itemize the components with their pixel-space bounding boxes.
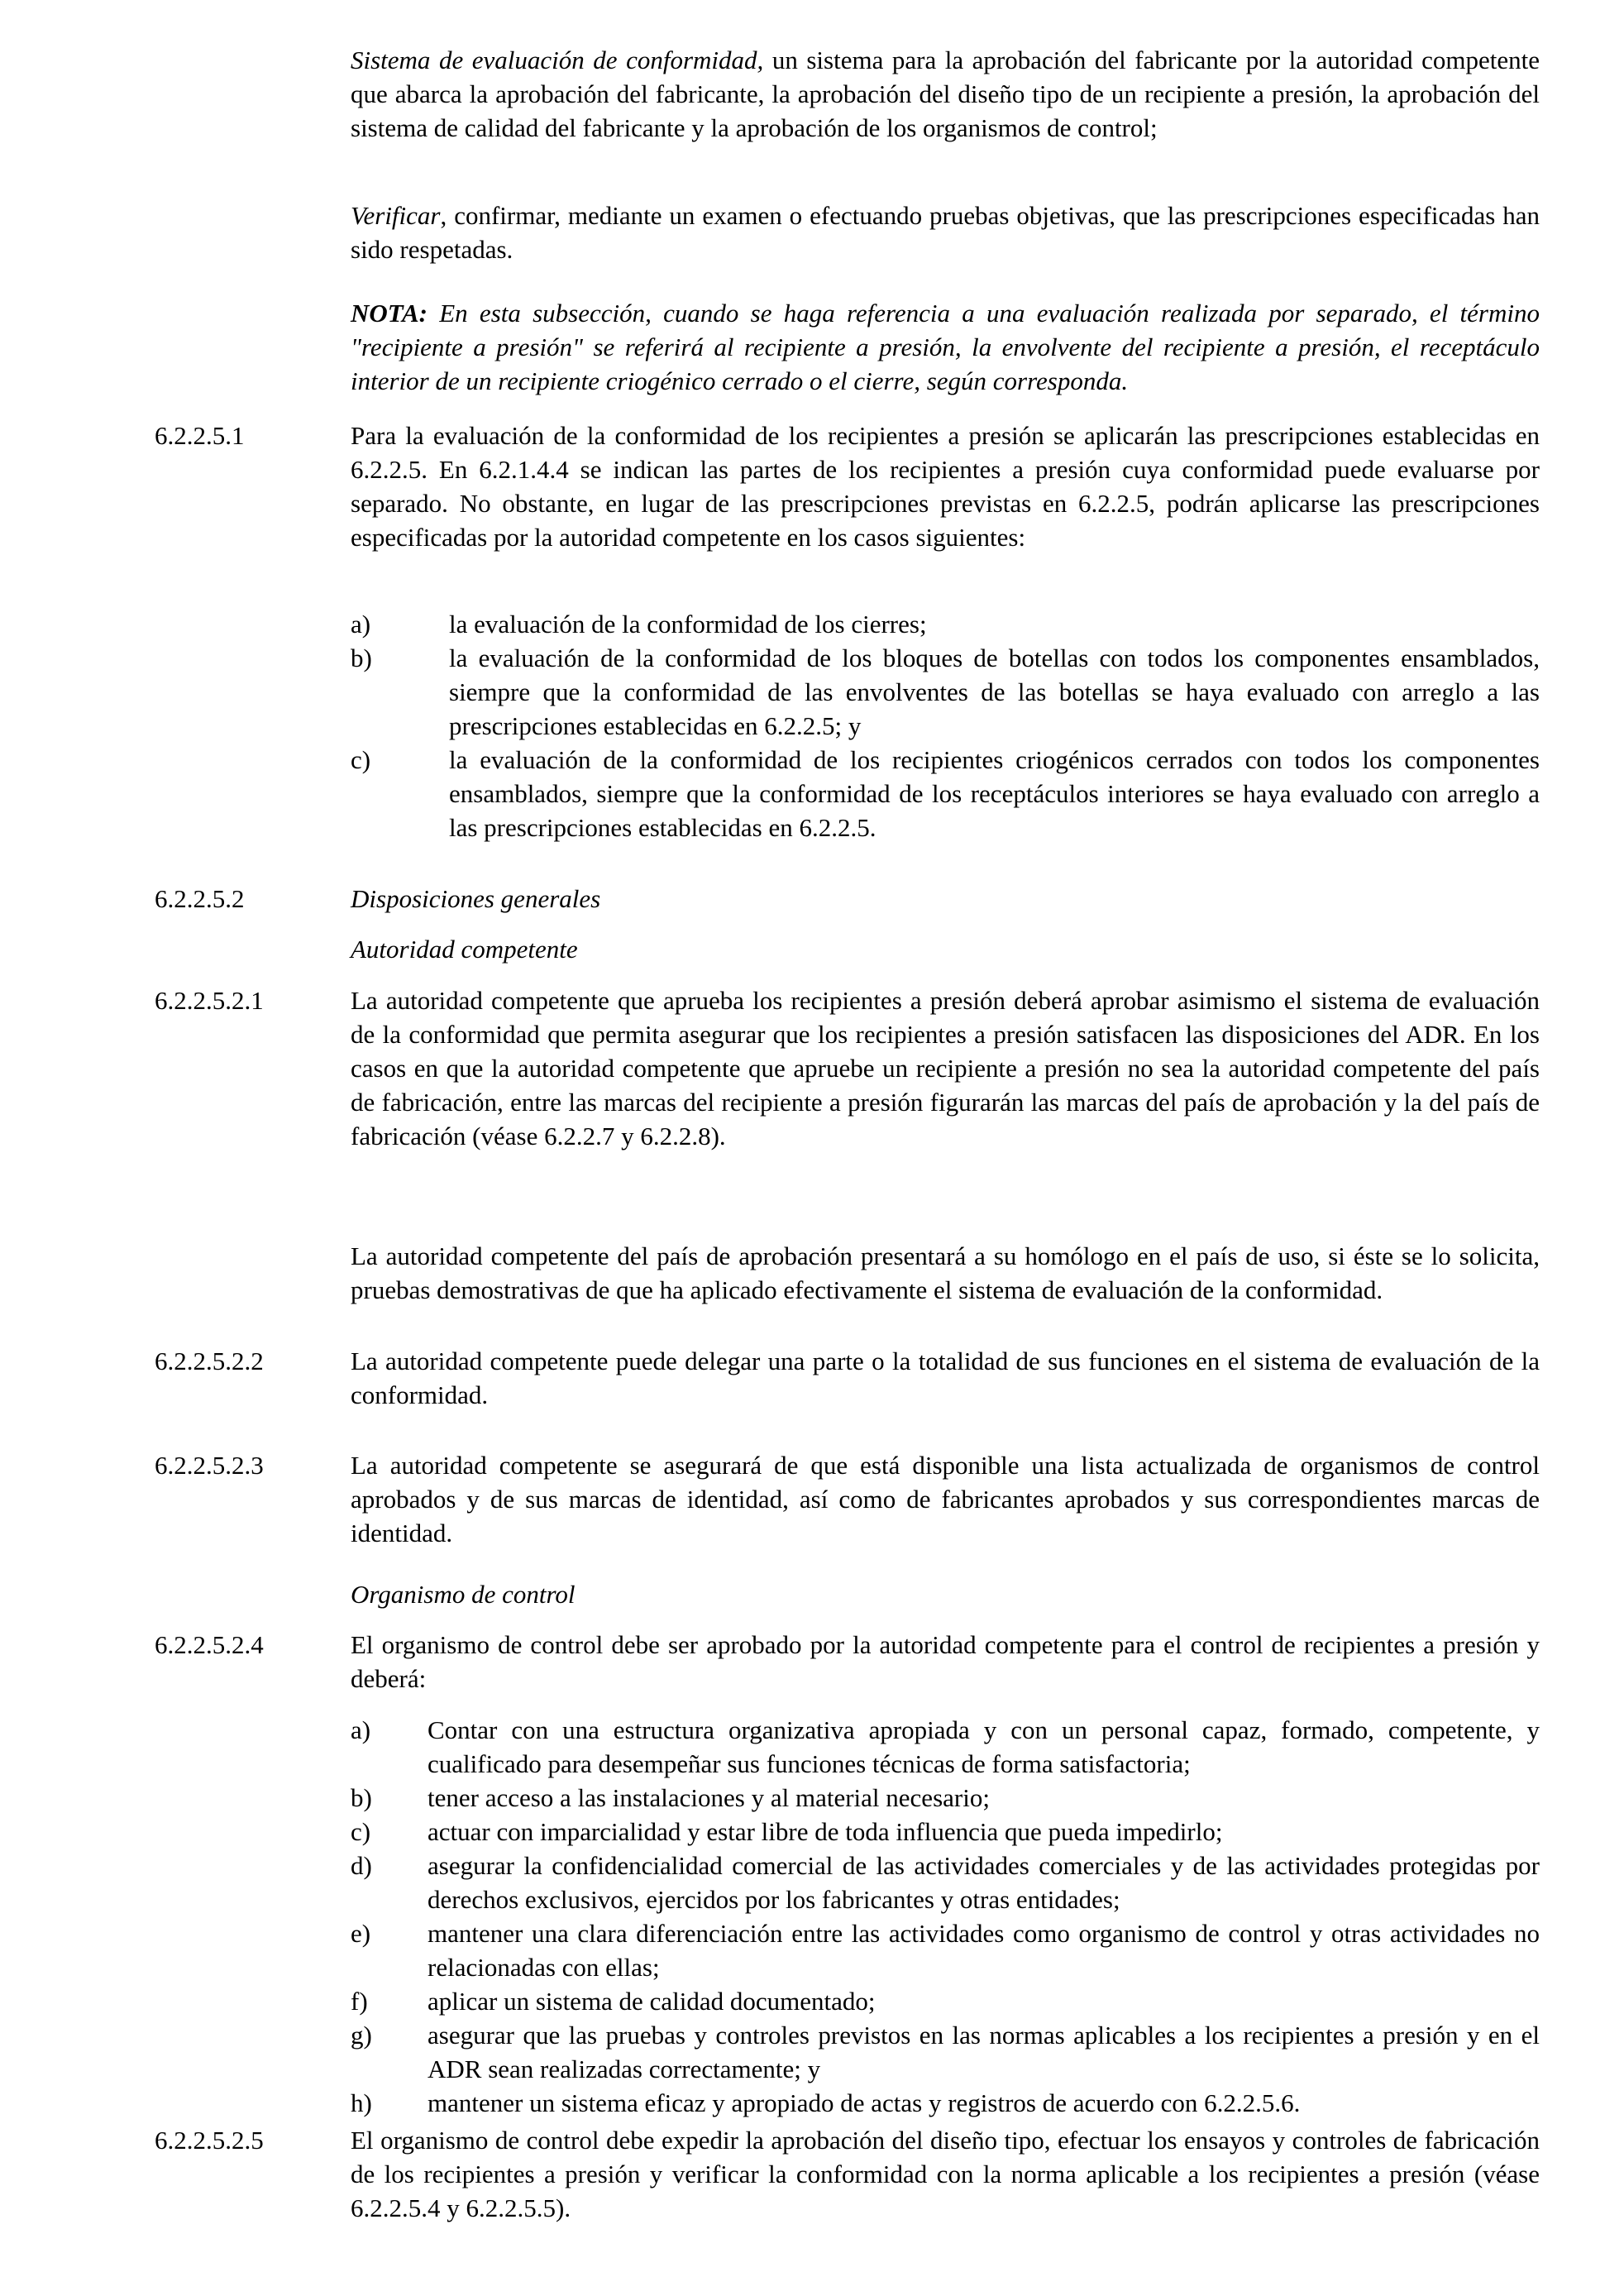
list-item — [351, 1815, 1540, 1849]
definition-sistema — [351, 43, 1540, 145]
list-item — [351, 2086, 1540, 2120]
list-6-2-2-5-2-4 — [351, 1713, 1540, 2120]
subheading-organismo: Organismo de control — [351, 1580, 576, 1609]
list-text: tener acceso a las instalaciones y al material necesario; — [427, 1783, 990, 1812]
section-text: El organismo de control debe ser aprobado por la autoridad competente para el control de recipientes a presión y deberá: — [351, 1630, 1540, 1693]
list-letter: c) — [351, 1817, 371, 1846]
section-text: La autoridad competente que aprueba los recipientes a presión deberá aprobar asimismo el sistema de evaluación de la conformidad que permita asegurar que los recipientes a presión satisfacen las disposiciones del ADR. En los casos en que la autoridad competente que apruebe un recipiente a presión no sea la autoridad competente del país de fabricación, entre las marcas del recipiente a presión figurarán las marcas del país de aprobación y la del país de fabricación (véase 6.2.2.7 y 6.2.2.8). — [351, 986, 1540, 1150]
note-paragraph — [351, 296, 1540, 398]
section-number: 6.2.2.5.2.1 — [155, 986, 264, 1015]
list-text: aplicar un sistema de calidad documentado; — [427, 1987, 876, 2016]
list-6-2-2-5-1 — [351, 607, 1540, 844]
section-number: 6.2.2.5.2.3 — [155, 1451, 264, 1480]
definition-text: , confirmar, mediante un examen o efectuando pruebas objetivas, que las prescripciones especificadas han sido respetadas. — [351, 201, 1540, 264]
list-item — [351, 1916, 1540, 1984]
definition-term: Verificar — [351, 201, 441, 230]
note-text: En esta subsección, cuando se haga referencia a una evaluación realizada por separado, el término "recipiente a presión" se referirá al recipiente a presión, la envolvente del recipiente a presión, el receptáculo interior de un recipiente criogénico cerrado o el cierre, según corresponda. — [351, 299, 1540, 395]
list-letter: b) — [351, 1783, 372, 1812]
list-text: mantener un sistema eficaz y apropiado de actas y registros de acuerdo con 6.2.2.5.6. — [427, 2088, 1301, 2117]
list-letter: a) — [351, 610, 371, 639]
list-item — [351, 1984, 1540, 2018]
section-text: La autoridad competente puede delegar una parte o la totalidad de sus funciones en el sistema de evaluación de la conformidad. — [351, 1347, 1540, 1409]
list-item — [351, 1849, 1540, 1916]
list-letter: h) — [351, 2088, 372, 2117]
list-item — [351, 2018, 1540, 2086]
definition-term: Sistema de evaluación de conformidad, — [351, 45, 764, 74]
section-heading: Disposiciones generales — [351, 884, 601, 913]
subheading-autoridad: Autoridad competente — [351, 935, 578, 964]
list-letter: a) — [351, 1715, 371, 1744]
section-text: La autoridad competente se asegurará de que está disponible una lista actualizada de organismos de control aprobados y de sus marcas de identidad, así como de fabricantes aprobados y sus correspondientes marcas de identidad. — [351, 1451, 1540, 1547]
list-letter: c) — [351, 745, 371, 774]
list-text: la evaluación de la conformidad de los cierres; — [449, 610, 927, 639]
list-letter: b) — [351, 643, 372, 672]
section-text: Para la evaluación de la conformidad de los recipientes a presión se aplicarán las prescripciones establecidas en 6.2.2.5. En 6.2.1.4.4 se indican las partes de los recipientes a presión cuya conformidad puede evaluarse por separado. No obstante, en lugar de las prescripciones previstas en 6.2.2.5, podrán aplicarse las prescripciones especificadas por la autoridad competente en los casos siguientes: — [351, 421, 1540, 552]
section-number: 6.2.2.5.1 — [155, 421, 245, 450]
section-text: El organismo de control debe expedir la aprobación del diseño tipo, efectuar los ensayos y controles de fabricación de los recipientes a presión y verificar la conformidad con la norma aplicable a los recipientes a presión (véase 6.2.2.5.4 y 6.2.2.5.5). — [351, 2126, 1540, 2222]
list-text: actuar con imparcialidad y estar libre de toda influencia que pueda impedirlo; — [427, 1817, 1223, 1846]
definition-text: un sistema para la aprobación del fabricante por la autoridad competente que abarca la aprobación del fabricante, la aprobación del diseño tipo de un recipiente a presión, la aprobación del sistema de calidad del fabricante y la aprobación de los organismos de control; — [351, 45, 1540, 142]
list-item — [351, 641, 1540, 743]
list-text: mantener una clara diferenciación entre las actividades como organismo de control y otras actividades no relacionadas con ellas; — [427, 1919, 1540, 1982]
section-number: 6.2.2.5.2.4 — [155, 1630, 264, 1659]
list-letter: g) — [351, 2021, 372, 2050]
list-text: la evaluación de la conformidad de los recipientes criogénicos cerrados con todos los componentes ensamblados, siempre que la conformidad de los receptáculos interiores se haya evaluado con arreglo a las prescripciones establecidas en 6.2.2.5. — [449, 745, 1540, 842]
section-number: 6.2.2.5.2 — [155, 884, 245, 913]
list-letter: d) — [351, 1851, 372, 1880]
list-item — [351, 607, 1540, 641]
list-text: asegurar la confidencialidad comercial de las actividades comerciales y de las actividades protegidas por derechos exclusivos, ejercidos por los fabricantes y otras entidades; — [427, 1851, 1540, 1914]
list-item — [351, 1781, 1540, 1815]
section-number: 6.2.2.5.2.5 — [155, 2126, 264, 2155]
list-letter: f) — [351, 1987, 368, 2016]
list-letter: e) — [351, 1919, 371, 1948]
list-text: la evaluación de la conformidad de los bloques de botellas con todos los componentes ensamblados, siempre que la conformidad de las envolventes de las botellas se haya evaluado con arreglo a las prescripciones establecidas en 6.2.2.5; y — [449, 643, 1540, 740]
list-item — [351, 743, 1540, 844]
definition-verificar — [351, 199, 1540, 266]
note-label: NOTA: — [351, 299, 427, 328]
section-text-2: La autoridad competente del país de aprobación presentará a su homólogo en el país de uso, si éste se lo solicita, pruebas demostrativas de que ha aplicado efectivamente el sistema de evaluación de la conformidad. — [351, 1241, 1540, 1304]
section-number: 6.2.2.5.2.2 — [155, 1347, 264, 1375]
list-text: asegurar que las pruebas y controles previstos en las normas aplicables a los recipientes a presión y en el ADR sean realizadas correctamente; y — [427, 2021, 1540, 2083]
list-text: Contar con una estructura organizativa apropiada y con un personal capaz, formado, competente, y cualificado para desempeñar sus funciones técnicas de forma satisfactoria; — [427, 1715, 1540, 1778]
list-item — [351, 1713, 1540, 1781]
